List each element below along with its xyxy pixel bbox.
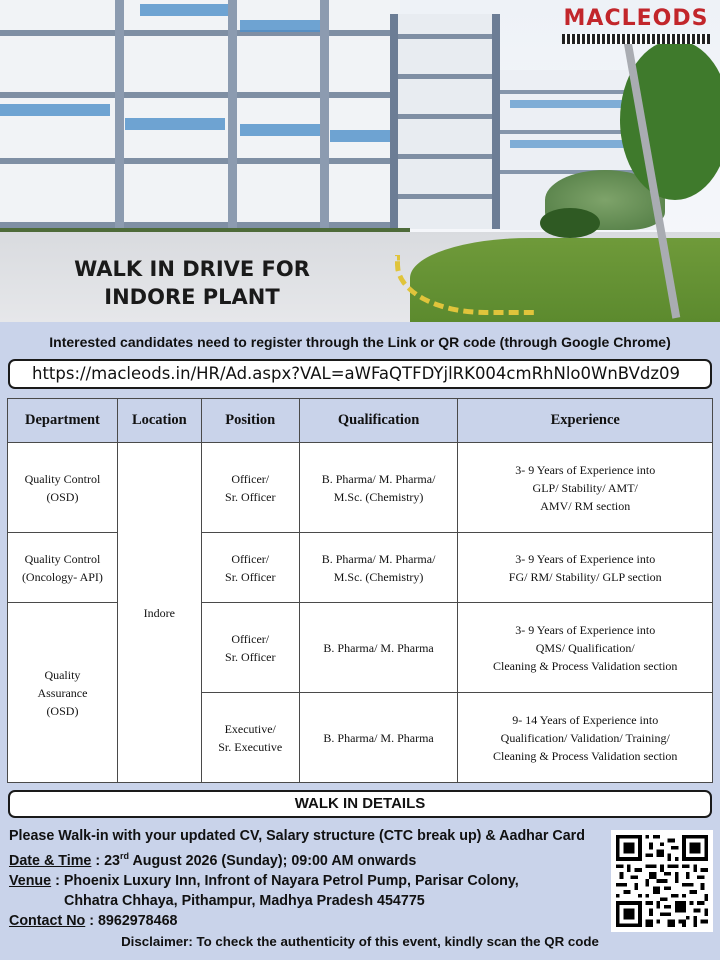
date-rest: August 2026 (Sunday); 09:00 AM onwards: [129, 852, 417, 869]
position-cell: Officer/ Sr. Officer: [201, 443, 299, 533]
contact: Contact No : 8962978468: [9, 912, 178, 929]
department-cell: Quality Control (Oncology- API): [8, 533, 118, 603]
date-label: Date & Time: [9, 852, 92, 869]
header-position: Position: [201, 399, 299, 443]
department-cell: Quality Control (OSD): [8, 443, 118, 533]
walk-in-details: [9, 826, 609, 931]
jobs-table: [7, 398, 713, 783]
table-row: [8, 443, 713, 533]
contact-label: Contact No: [9, 912, 86, 929]
position-cell: Executive/ Sr. Executive: [201, 693, 299, 783]
position-cell: Officer/ Sr. Officer: [201, 533, 299, 603]
department-cell: Quality Assurance (OSD): [8, 603, 118, 783]
experience-cell: 3- 9 Years of Experience into QMS/ Qualification/ Cleaning & Process Validation section: [458, 603, 713, 693]
qr-code-graphic: [616, 835, 708, 927]
plant-tower: [390, 14, 500, 229]
header-qualification: Qualification: [299, 399, 458, 443]
table-row: [8, 533, 713, 603]
registration-link[interactable]: https://macleods.in/HR/Ad.aspx?VAL=aWFaQTFDYjlRK004cmRhNlo0WnBVdz09: [8, 359, 712, 389]
header-location: Location: [117, 399, 201, 443]
qualification-cell: B. Pharma/ M. Pharma: [299, 693, 458, 783]
venue-line-2: Chhatra Chhaya, Pithampur, Madhya Pradesh 454775: [64, 892, 425, 909]
experience-cell: 9- 14 Years of Experience into Qualification/ Validation/ Training/ Cleaning & Process Validation section: [458, 693, 713, 783]
date-time: Date & Time : 23rd August 2026 (Sunday); 09:00 AM onwards: [9, 851, 417, 869]
hero-photo: [0, 0, 720, 322]
table-header-row: [8, 399, 713, 443]
location-cell: Indore: [117, 443, 201, 783]
venue: Venue : Phoenix Luxury Inn, Infront of Nayara Petrol Pump, Parisar Colony,: [9, 872, 519, 889]
header-department: Department: [8, 399, 118, 443]
macleods-logo: [556, 6, 716, 48]
venue-label: Venue: [9, 872, 52, 889]
plant-building: [0, 0, 400, 240]
contact-number[interactable]: 8962978468: [97, 912, 178, 929]
register-note: Interested candidates need to register through the Link or QR code (through Google Chrome): [49, 334, 671, 350]
headline-line-2: INDORE PLANT: [104, 285, 280, 309]
qualification-cell: B. Pharma/ M. Pharma/ M.Sc. (Chemistry): [299, 533, 458, 603]
shrub: [540, 208, 600, 238]
qualification-cell: B. Pharma/ M. Pharma/ M.Sc. (Chemistry): [299, 443, 458, 533]
logo-text: MACLEODS: [563, 6, 709, 31]
experience-cell: 3- 9 Years of Experience into FG/ RM/ Stability/ GLP section: [458, 533, 713, 603]
qr-code-icon[interactable]: [611, 830, 713, 932]
venue-line-1: Phoenix Luxury Inn, Infront of Nayara Petrol Pump, Parisar Colony,: [63, 872, 519, 889]
experience-cell: 3- 9 Years of Experience into GLP/ Stability/ AMT/ AMV/ RM section: [458, 443, 713, 533]
logo-barcode-icon: [562, 34, 710, 44]
disclaimer: Disclaimer: To check the authenticity of this event, kindly scan the QR code: [121, 934, 599, 949]
header-experience: Experience: [458, 399, 713, 443]
headline-line-1: WALK IN DRIVE FOR: [74, 257, 310, 281]
position-cell: Officer/ Sr. Officer: [201, 603, 299, 693]
headline: [0, 255, 384, 311]
date-suffix: rd: [120, 851, 129, 861]
qualification-cell: B. Pharma/ M. Pharma: [299, 603, 458, 693]
walk-in-instruction: Please Walk-in with your updated CV, Salary structure (CTC break up) & Aadhar Card: [9, 828, 585, 844]
table-row: [8, 603, 713, 693]
date-day: 23: [104, 852, 120, 869]
walk-in-title: WALK IN DETAILS: [8, 790, 712, 818]
